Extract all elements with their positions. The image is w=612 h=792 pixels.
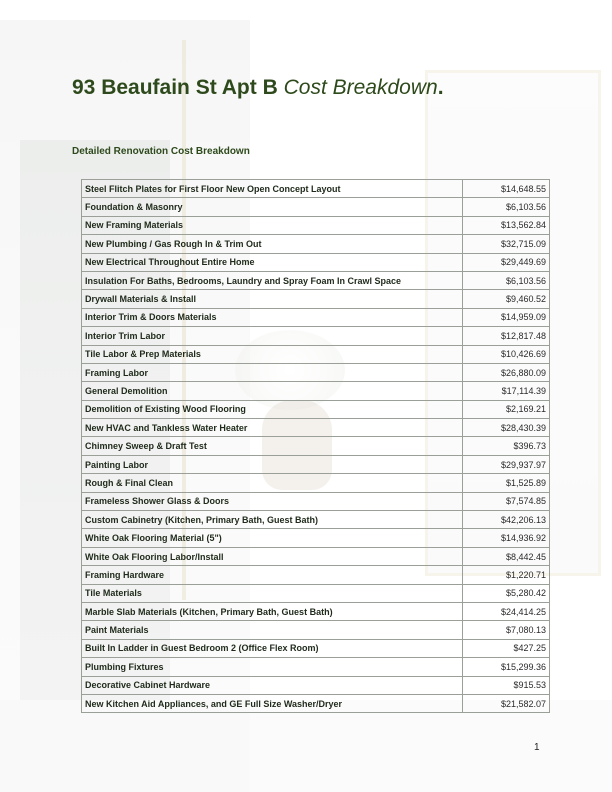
row-amount: $12,817.48: [463, 327, 550, 345]
row-item: Interior Trim & Doors Materials: [82, 308, 463, 326]
table-row: [82, 400, 550, 418]
row-amount: $24,414.25: [463, 602, 550, 620]
row-item: Foundation & Masonry: [82, 198, 463, 216]
table-row: [82, 694, 550, 712]
row-amount: $6,103.56: [463, 198, 550, 216]
cost-table: [81, 179, 550, 713]
row-item: Built In Ladder in Guest Bedroom 2 (Office Flex Room): [82, 639, 463, 657]
row-amount: $10,426.69: [463, 345, 550, 363]
table-row: [82, 676, 550, 694]
table-row: [82, 198, 550, 216]
page-number: 1: [534, 742, 540, 753]
title-address: 93 Beaufain St Apt B: [72, 76, 278, 99]
row-amount: $28,430.39: [463, 419, 550, 437]
row-item: New Electrical Throughout Entire Home: [82, 253, 463, 271]
row-amount: $14,936.92: [463, 529, 550, 547]
row-amount: $2,169.21: [463, 400, 550, 418]
row-amount: $8,442.45: [463, 547, 550, 565]
row-amount: $15,299.36: [463, 658, 550, 676]
table-row: [82, 639, 550, 657]
row-amount: $7,574.85: [463, 492, 550, 510]
row-item: Rough & Final Clean: [82, 474, 463, 492]
table-row: [82, 511, 550, 529]
row-item: Drywall Materials & Install: [82, 290, 463, 308]
row-item: Demolition of Existing Wood Flooring: [82, 400, 463, 418]
row-item: New Framing Materials: [82, 216, 463, 234]
row-item: Steel Flitch Plates for First Floor New Open Concept Layout: [82, 180, 463, 198]
table-row: [82, 547, 550, 565]
table-row: [82, 584, 550, 602]
row-amount: $427.25: [463, 639, 550, 657]
table-row: [82, 492, 550, 510]
table-row: [82, 437, 550, 455]
row-item: Painting Labor: [82, 455, 463, 473]
table-row: [82, 419, 550, 437]
table-row: [82, 290, 550, 308]
table-row: [82, 216, 550, 234]
row-item: Custom Cabinetry (Kitchen, Primary Bath, Guest Bath): [82, 511, 463, 529]
row-item: New Plumbing / Gas Rough In & Trim Out: [82, 235, 463, 253]
row-item: New HVAC and Tankless Water Heater: [82, 419, 463, 437]
row-amount: $42,206.13: [463, 511, 550, 529]
row-amount: $1,525.89: [463, 474, 550, 492]
table-row: [82, 455, 550, 473]
section-heading: Detailed Renovation Cost Breakdown: [72, 146, 250, 157]
row-item: General Demolition: [82, 382, 463, 400]
table-row: [82, 363, 550, 381]
row-amount: $9,460.52: [463, 290, 550, 308]
table-row: [82, 621, 550, 639]
row-amount: $14,959.09: [463, 308, 550, 326]
row-item: White Oak Flooring Material (5"): [82, 529, 463, 547]
row-item: Decorative Cabinet Hardware: [82, 676, 463, 694]
row-item: Interior Trim Labor: [82, 327, 463, 345]
row-item: Tile Labor & Prep Materials: [82, 345, 463, 363]
cost-table-body: [82, 180, 550, 713]
row-item: Chimney Sweep & Draft Test: [82, 437, 463, 455]
row-amount: $32,715.09: [463, 235, 550, 253]
table-row: [82, 253, 550, 271]
table-row: [82, 658, 550, 676]
page-title: [72, 76, 444, 100]
table-row: [82, 271, 550, 289]
row-item: Marble Slab Materials (Kitchen, Primary Bath, Guest Bath): [82, 602, 463, 620]
row-item: Insulation For Baths, Bedrooms, Laundry and Spray Foam In Crawl Space: [82, 271, 463, 289]
row-amount: $915.53: [463, 676, 550, 694]
row-item: Plumbing Fixtures: [82, 658, 463, 676]
row-item: Frameless Shower Glass & Doors: [82, 492, 463, 510]
table-row: [82, 382, 550, 400]
row-amount: $7,080.13: [463, 621, 550, 639]
row-amount: $13,562.84: [463, 216, 550, 234]
row-amount: $6,103.56: [463, 271, 550, 289]
row-item: Paint Materials: [82, 621, 463, 639]
row-amount: $29,449.69: [463, 253, 550, 271]
row-amount: $29,937.97: [463, 455, 550, 473]
row-item: White Oak Flooring Labor/Install: [82, 547, 463, 565]
row-item: Framing Labor: [82, 363, 463, 381]
table-row: [82, 529, 550, 547]
table-row: [82, 235, 550, 253]
table-row: [82, 566, 550, 584]
table-row: [82, 180, 550, 198]
table-row: [82, 602, 550, 620]
row-amount: $396.73: [463, 437, 550, 455]
table-row: [82, 474, 550, 492]
row-item: Framing Hardware: [82, 566, 463, 584]
row-amount: $1,220.71: [463, 566, 550, 584]
table-row: [82, 308, 550, 326]
row-item: New Kitchen Aid Appliances, and GE Full Size Washer/Dryer: [82, 694, 463, 712]
table-row: [82, 327, 550, 345]
row-item: Tile Materials: [82, 584, 463, 602]
row-amount: $14,648.55: [463, 180, 550, 198]
row-amount: $17,114.39: [463, 382, 550, 400]
row-amount: $21,582.07: [463, 694, 550, 712]
title-suffix: Cost Breakdown: [283, 76, 438, 99]
table-row: [82, 345, 550, 363]
row-amount: $26,880.09: [463, 363, 550, 381]
title-period: .: [437, 76, 444, 99]
row-amount: $5,280.42: [463, 584, 550, 602]
